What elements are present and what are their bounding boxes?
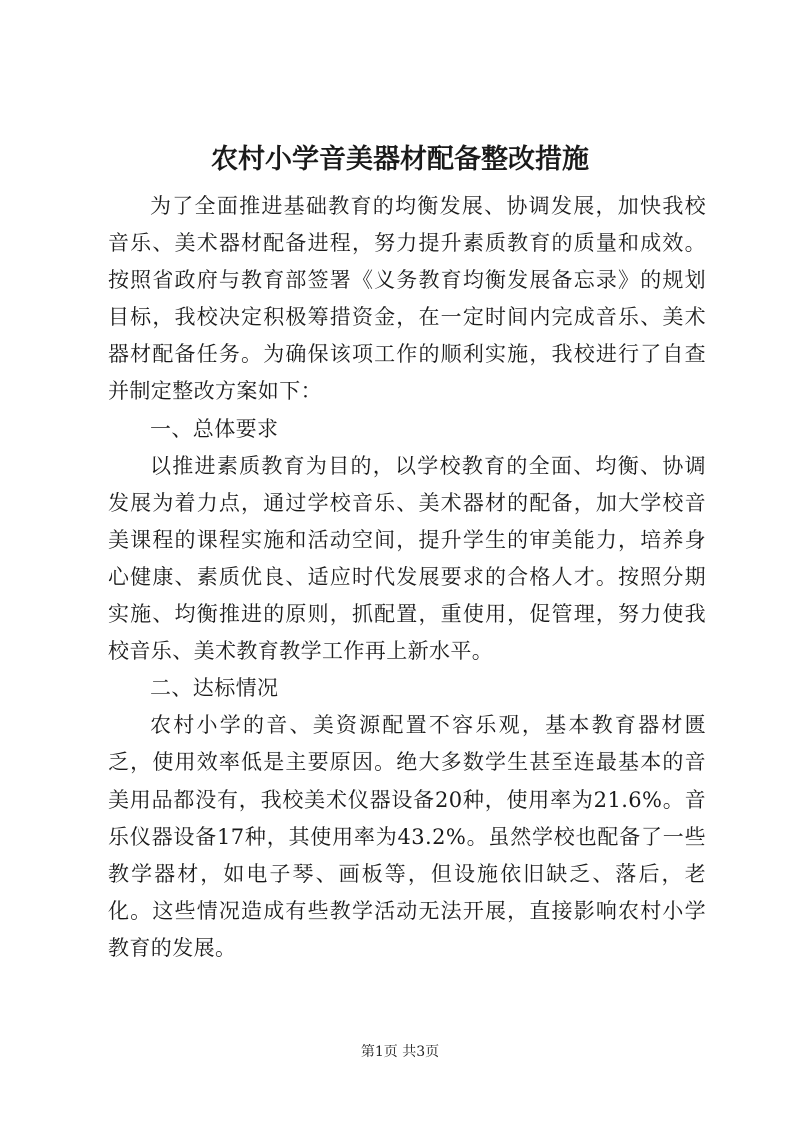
page-footer: 第1页 共3页 <box>360 1044 440 1060</box>
section-heading-general-requirements: 一、总体要求 <box>150 416 279 441</box>
compliance-status-paragraph: 农村小学的音、美资源配置不容乐观，基本教育器材匮乏，使用效率低是主要原因。绝大多数学生甚至连最基本的音美用品都没有，我校美术仪器设备20种，使用率为21.6%。音乐仪器设备17种，其使用率为43.2%。虽然学校也配备了一些教学器材，如电子琴、画板等，但设施依旧缺乏、落后，老化。这些情况造成有些教学活动无法开展，直接影响农村小学教育的发展。 <box>108 713 706 960</box>
document-title: 农村小学音美器材配备整改措施 <box>211 144 589 175</box>
general-requirements-paragraph: 以推进素质教育为目的，以学校教育的全面、均衡、协调发展为着力点，通过学校音乐、美术器材的配备，加大学校音美课程的课程实施和活动空间，提升学生的审美能力，培养身心健康、素质优良、适应时代发展要求的合格人才。按照分期实施、均衡推进的原则，抓配置，重使用，促管理，努力使我校音乐、美术教育教学工作再上新水平。 <box>108 453 706 664</box>
section-heading-compliance-status: 二、达标情况 <box>150 676 279 701</box>
document-body <box>108 188 706 967</box>
intro-paragraph: 为了全面推进基础教育的均衡发展、协调发展，加快我校音乐、美术器材配备进程，努力提升素质教育的质量和成效。按照省政府与教育部签署《义务教育均衡发展备忘录》的规划目标，我校决定积极筹措资金，在一定时间内完成音乐、美术器材配备任务。为确保该项工作的顺利实施，我校进行了自查并制定整改方案如下： <box>108 194 706 404</box>
